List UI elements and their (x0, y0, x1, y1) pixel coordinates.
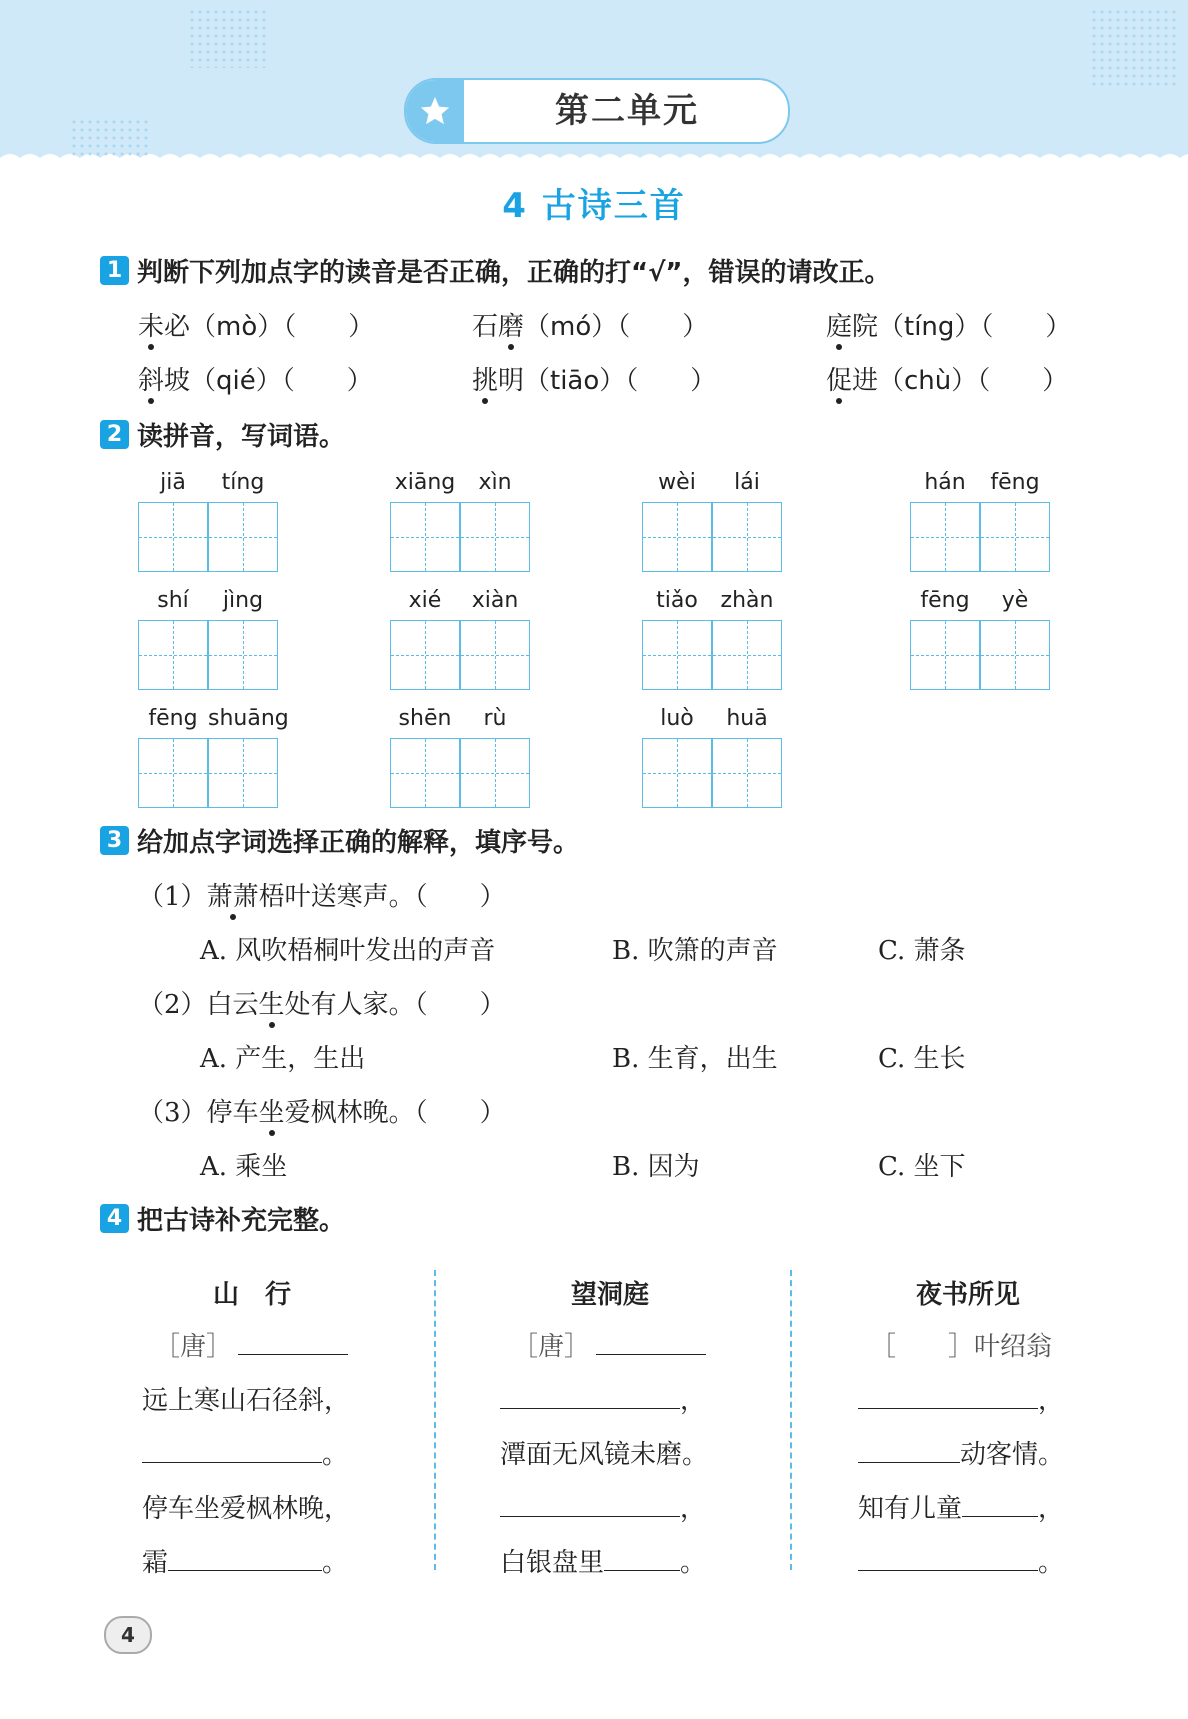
q3-sentence: （2）白云生处有人家。（ ） (138, 984, 506, 1021)
character-box[interactable] (642, 502, 712, 572)
question-prompt: 给加点字词选择正确的解释，填序号。 (137, 827, 580, 858)
character-box[interactable] (910, 502, 980, 572)
pinyin-label: fēng (148, 706, 198, 731)
pinyin-label: lái (734, 470, 760, 495)
poem-line: 动客情。 (858, 1434, 1064, 1471)
poem-title: 夜书所见 (915, 1280, 1020, 1310)
q3-option: B. 生育，出生 (612, 1044, 778, 1074)
poem-line: 潭面无风镜未磨。 (500, 1440, 709, 1470)
q1-item: 促进（chù）（ ） (826, 360, 1068, 397)
poem-line: 霜 。 (142, 1548, 349, 1578)
pinyin-label: tíng (221, 470, 265, 495)
q1-item: 斜坡（qié）（ ） (138, 360, 373, 397)
character-box[interactable] (138, 738, 208, 808)
pinyin-label: hán (924, 470, 966, 495)
character-box[interactable] (460, 502, 530, 572)
dot-pattern (70, 118, 150, 158)
question-number: 2 (100, 420, 129, 449)
poem-title: 山 行 (212, 1280, 291, 1310)
answer-blank[interactable] (238, 1330, 348, 1355)
q1-item: 石磨（mó）（ ） (472, 306, 708, 343)
question-3-heading (100, 822, 579, 858)
pinyin-label: luò (660, 706, 694, 731)
poem-line: 。 (142, 1434, 348, 1471)
lesson-title: 4 古诗三首 (502, 186, 686, 226)
question-number: 3 (100, 826, 129, 855)
pinyin-label: zhàn (720, 588, 774, 613)
answer-blank[interactable] (858, 1546, 1038, 1571)
character-box[interactable] (910, 620, 980, 690)
character-box[interactable] (712, 620, 782, 690)
q3-sentence: （1）萧萧梧叶送寒声。（ ） (138, 876, 506, 913)
poem-author-line: ［ ］叶绍翁 (870, 1332, 1053, 1362)
poem-author-line: ［唐］ (154, 1326, 348, 1363)
pinyin-label: jiā (160, 470, 186, 495)
poem-line: ， (500, 1488, 706, 1525)
character-box[interactable] (642, 620, 712, 690)
question-prompt: 读拼音，写词语。 (137, 421, 346, 452)
pinyin-label: shēn (398, 706, 452, 731)
pinyin-label: fēng (990, 470, 1040, 495)
character-box[interactable] (460, 620, 530, 690)
pinyin-label: jìng (222, 588, 264, 613)
dot-pattern (188, 8, 268, 68)
question-1-heading (100, 252, 891, 288)
character-box[interactable] (208, 738, 278, 808)
poem-line: ， (858, 1380, 1064, 1417)
q1-item: 庭院（tíng）（ ） (826, 306, 1071, 343)
question-number: 1 (100, 256, 129, 285)
answer-blank[interactable] (596, 1330, 706, 1355)
answer-blank[interactable] (500, 1492, 680, 1517)
pinyin-label: rù (483, 706, 507, 731)
q3-option: A. 乘坐 (200, 1152, 288, 1182)
pinyin-label: shí (157, 588, 189, 613)
answer-blank[interactable] (858, 1438, 960, 1463)
dot-pattern (1090, 8, 1180, 88)
answer-blank[interactable] (168, 1546, 322, 1571)
answer-blank[interactable] (604, 1546, 680, 1571)
poem-author-line: ［唐］ (512, 1326, 706, 1363)
pinyin-label: tiǎo (656, 588, 698, 613)
pinyin-label: wèi (658, 470, 696, 495)
pinyin-label: xìn (478, 470, 512, 495)
column-divider (434, 1270, 436, 1570)
question-prompt: 把古诗补充完整。 (137, 1205, 346, 1236)
poem-line: 白银盘里 。 (500, 1548, 707, 1578)
character-box[interactable] (712, 502, 782, 572)
poem-title: 望洞庭 (570, 1280, 649, 1310)
unit-banner (404, 78, 790, 144)
q3-option: A. 风吹梧桐叶发出的声音 (200, 936, 496, 966)
answer-blank[interactable] (500, 1384, 680, 1409)
poem-line: ， (500, 1380, 706, 1417)
q1-item: 挑明（tiāo）（ ） (472, 360, 716, 397)
q3-option: B. 吹箫的声音 (612, 936, 778, 966)
poem-line: 远上寒山石径斜， (142, 1386, 351, 1416)
page-number: 4 (104, 1616, 152, 1654)
answer-blank[interactable] (142, 1438, 322, 1463)
character-box[interactable] (390, 620, 460, 690)
answer-blank[interactable] (962, 1492, 1038, 1517)
character-box[interactable] (138, 620, 208, 690)
pinyin-label: yè (1001, 588, 1029, 613)
character-box[interactable] (642, 738, 712, 808)
q3-sentence: （3）停车坐爱枫林晚。（ ） (138, 1092, 506, 1129)
answer-blank[interactable] (858, 1384, 1038, 1409)
q3-option: A. 产生，生出 (200, 1044, 366, 1074)
unit-title: 第二单元 (555, 91, 699, 131)
character-box[interactable] (980, 620, 1050, 690)
pinyin-label: xiàn (471, 588, 519, 613)
q1-item: 未必（mò）（ ） (138, 306, 374, 343)
pinyin-label: shuāng (208, 706, 289, 731)
question-2-heading (100, 416, 345, 452)
question-number: 4 (100, 1204, 129, 1233)
question-4-heading (100, 1200, 345, 1236)
question-prompt: 判断下列加点字的读音是否正确，正确的打“√”，错误的请改正。 (137, 257, 891, 288)
character-box[interactable] (712, 738, 782, 808)
q3-option: C. 萧条 (878, 936, 966, 966)
star-icon (406, 80, 464, 142)
q3-option: B. 因为 (612, 1152, 700, 1182)
pinyin-label: xiāng (394, 470, 456, 495)
character-box[interactable] (208, 502, 278, 572)
character-box[interactable] (208, 620, 278, 690)
character-box[interactable] (980, 502, 1050, 572)
q3-option: C. 生长 (878, 1044, 966, 1074)
pinyin-label: huā (726, 706, 768, 731)
character-box[interactable] (460, 738, 530, 808)
pinyin-label: xié (408, 588, 442, 613)
pinyin-label: fēng (920, 588, 970, 613)
header-wave (0, 150, 1188, 180)
character-box[interactable] (390, 738, 460, 808)
poem-line: 知有儿童 ， (858, 1494, 1065, 1524)
poem-line: 停车坐爱枫林晚， (142, 1494, 351, 1524)
character-box[interactable] (138, 502, 208, 572)
column-divider (790, 1270, 792, 1570)
poem-line: 。 (858, 1542, 1064, 1579)
q3-option: C. 坐下 (878, 1152, 966, 1182)
character-box[interactable] (390, 502, 460, 572)
